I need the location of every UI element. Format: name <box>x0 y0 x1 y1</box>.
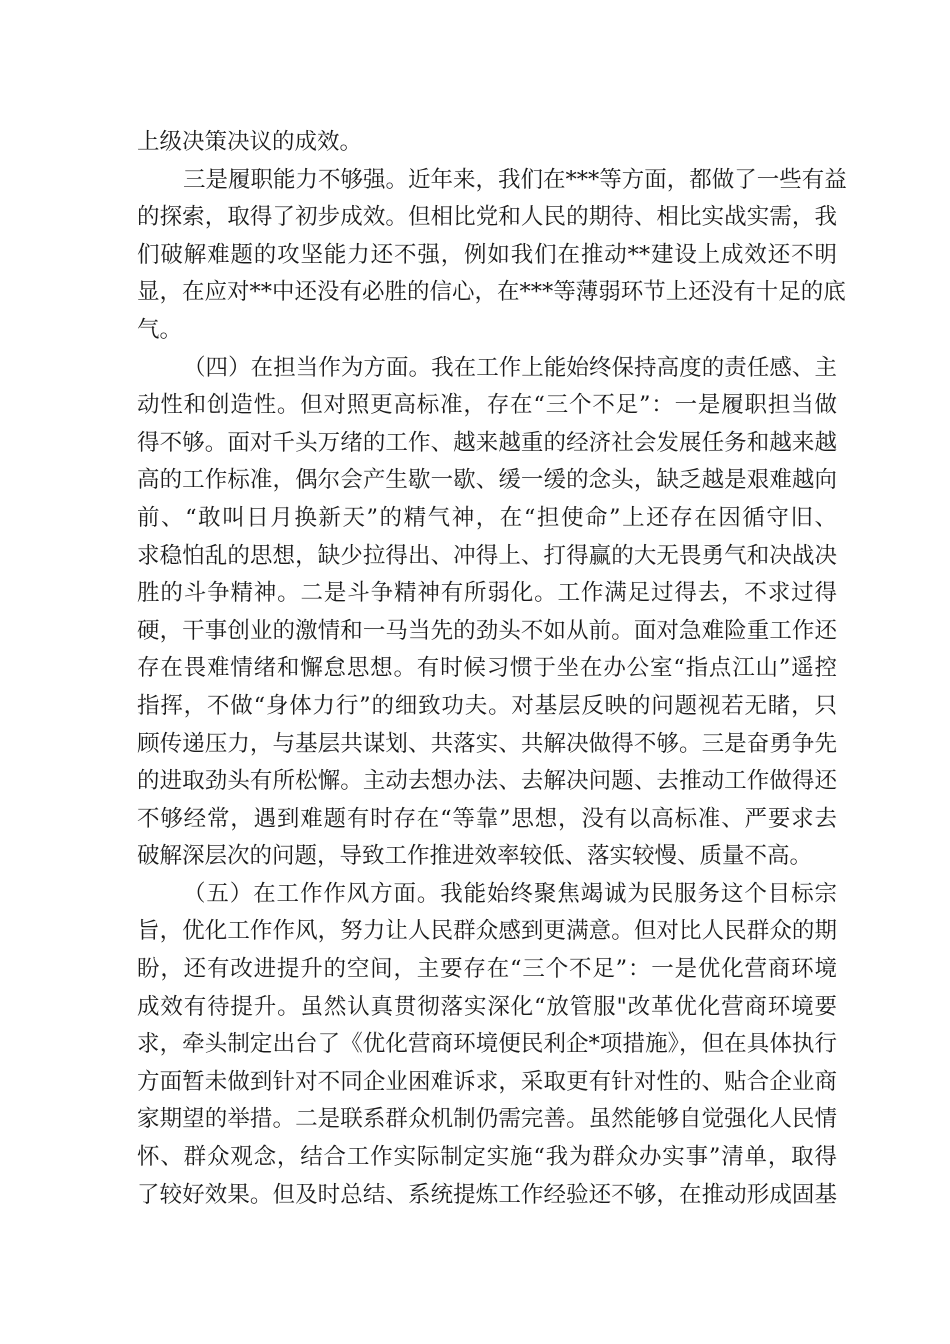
text-line: 上级决策决议的成效。 <box>137 129 363 155</box>
text-line: 显，在应对**中还没有必胜的信心，在***等薄弱环节上还没有十足的底 <box>137 279 846 306</box>
text-line: （四）在担当作为方面。我在工作上能始终保持高度的责任感、主 <box>183 354 837 381</box>
text-line: 求，牵头制定出台了《优化营商环境便民利企*项措施》，但在具体执行 <box>137 1031 837 1058</box>
text-line: 指挥，不做“身体力行”的细致功夫。对基层反映的问题视若无睹，只 <box>137 692 837 719</box>
text-line: 的进取劲头有所松懈。主动去想办法、去解决问题、去推动工作做得还 <box>137 768 837 795</box>
text-line: 家期望的举措。二是联系群众机制仍需完善。虽然能够自觉强化人民情 <box>137 1106 837 1133</box>
text-line: 胜的斗争精神。二是斗争精神有所弱化。工作满足过得去，不求过得 <box>137 580 837 607</box>
text-line: 不够经常，遇到难题有时存在“等靠”思想，没有以高标准、严要求去 <box>137 805 837 832</box>
text-line: 方面暂未做到针对不同企业困难诉求，采取更有针对性的、贴合企业商 <box>137 1068 837 1095</box>
text-line: 高的工作标准，偶尔会产生歇一歇、缓一缓的念头，缺乏越是艰难越向 <box>137 467 837 494</box>
text-line: 气。 <box>137 316 183 343</box>
text-line: 盼，还有改进提升的空间，主要存在“三个不足”：一是优化营商环境 <box>137 956 837 983</box>
text-line: 动性和创造性。但对照更高标准，存在“三个不足”：一是履职担当做 <box>137 392 837 419</box>
text-line: 成效有待提升。虽然认真贯彻落实深化“放管服"改革优化营商环境要 <box>137 993 837 1020</box>
text-line: 前、“敢叫日月换新天”的精气神，在“担使命”上还存在因循守旧、 <box>137 504 837 531</box>
text-line: 破解深层次的问题，导致工作推进效率较低、落实较慢、质量不高。 <box>137 843 813 870</box>
text-line: 得不够。面对千头万绪的工作、越来越重的经济社会发展任务和越来越 <box>137 429 837 456</box>
text-line: 了较好效果。但及时总结、系统提炼工作经验还不够，在推动形成固基 <box>137 1181 837 1208</box>
text-line: （五）在工作作风方面。我能始终聚焦竭诚为民服务这个目标宗 <box>183 880 837 907</box>
text-line: 的探索，取得了初步成效。但相比党和人民的期待、相比实战实需，我 <box>137 204 837 231</box>
text-line: 怀、群众观念，结合工作实际制定实施“我为群众办实事”清单，取得 <box>137 1144 837 1171</box>
text-line: 们破解难题的攻坚能力还不强，例如我们在推动**建设上成效还不明 <box>137 241 837 268</box>
text-line: 求稳怕乱的思想，缺少拉得出、冲得上、打得赢的大无畏勇气和决战决 <box>137 542 837 569</box>
document-body <box>137 124 847 1214</box>
text-line: 硬，干事创业的激情和一马当先的劲头不如从前。面对急难险重工作还 <box>137 617 837 644</box>
text-line: 旨，优化工作作风，努力让人民群众感到更满意。但对比人民群众的期 <box>137 918 837 945</box>
text-line: 顾传递压力，与基层共谋划、共落实、共解决做得不够。三是奋勇争先 <box>137 730 837 757</box>
text-line: 三是履职能力不够强。近年来，我们在***等方面，都做了一些有益 <box>183 166 847 193</box>
text-line: 存在畏难情绪和懈怠思想。有时候习惯于坐在办公室“指点江山”遥控 <box>137 655 837 682</box>
